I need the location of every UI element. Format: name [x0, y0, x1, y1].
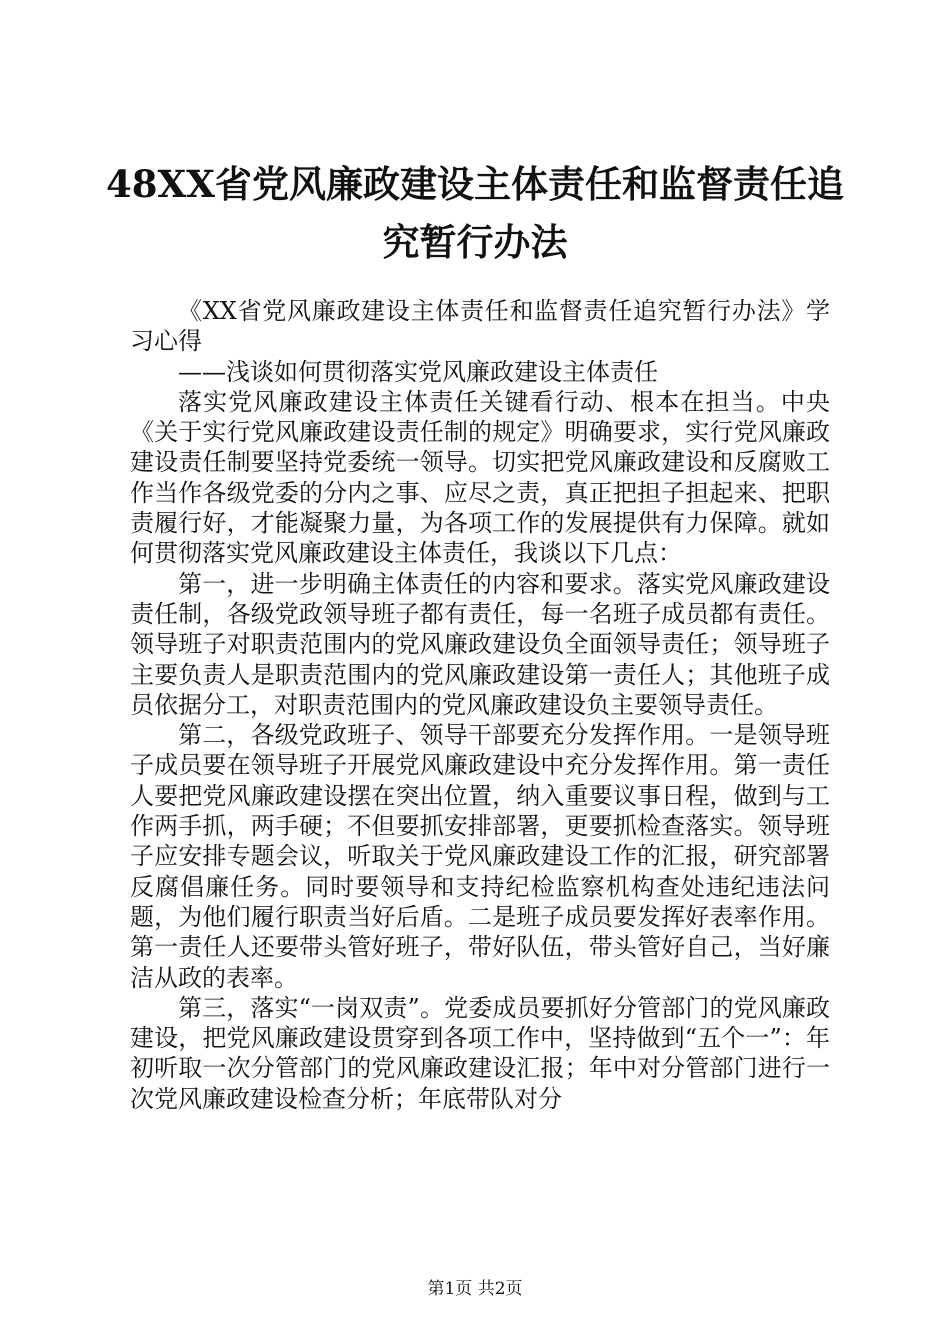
paragraph-point-2: 第二，各级党政班子、领导干部要充分发挥作用。一是领导班子成员要在领导班子开展党风廉政建设中充分发挥作用。第一责任人要把党风廉政建设摆在突出位置，纳入重要议事日程，做到与工作两手抓，两手硬；不但要抓安排部署，更要抓检查落实。领导班子应安排专题会议，听取关于党风廉政建设工作的汇报，研究部署反腐倡廉任务。同时要领导和支持纪检监察机构查处违纪违法问题，为他们履行职责当好后盾。二是班子成员要发挥好表率作用。第一责任人还要带头管好班子，带好队伍，带头管好自己，当好廉洁从政的表率。: [130, 721, 830, 992]
paragraph-point-3: 第三，落实“一岗双责”。党委成员要抓好分管部门的党风廉政建设，把党风廉政建设贯穿到各项工作中，坚持做到“五个一”：年初听取一次分管部门的党风廉政建设汇报；年中对分管部门进行一次党风廉政建设检查分析；年底带队对分: [130, 993, 830, 1113]
document-title-line-2: 究暂行办法: [382, 220, 568, 264]
paragraph-heading: 《XX省党风廉政建设主体责任和监督责任追究暂行办法》学习心得: [130, 297, 830, 356]
paragraph-intro: 落实党风廉政建设主体责任关键看行动、根本在担当。中央《关于实行党风廉政建设责任制的规定》明确要求，实行党风廉政建设责任制要坚持党委统一领导。切实把党风廉政建设和反腐败工作当作各级党委的分内之事、应尽之责，真正把担子担起来、把职责履行好，才能凝聚力量，为各项工作的发展提供有力保障。就如何贯彻落实党风廉政建设主体责任，我谈以下几点：: [130, 387, 830, 568]
paragraph-subtitle: ——浅谈如何贯彻落实党风廉政建设主体责任: [178, 357, 658, 386]
paragraph-point-1: 第一，进一步明确主体责任的内容和要求。落实党风廉政建设责任制，各级党政领导班子都有责任，每一名班子成员都有责任。领导班子对职责范围内的党风廉政建设负全面领导责任；领导班子主要负责人是职责范围内的党风廉政建设第一责任人；其他班子成员依据分工，对职责范围内的党风廉政建设负主要领导责任。: [130, 569, 830, 719]
document-body: [130, 296, 830, 1114]
document-title-line-1: 48XX省党风廉政建设主体责任和监督责任追: [106, 162, 844, 206]
page-number-footer: 第1页 共2页: [427, 1279, 523, 1299]
